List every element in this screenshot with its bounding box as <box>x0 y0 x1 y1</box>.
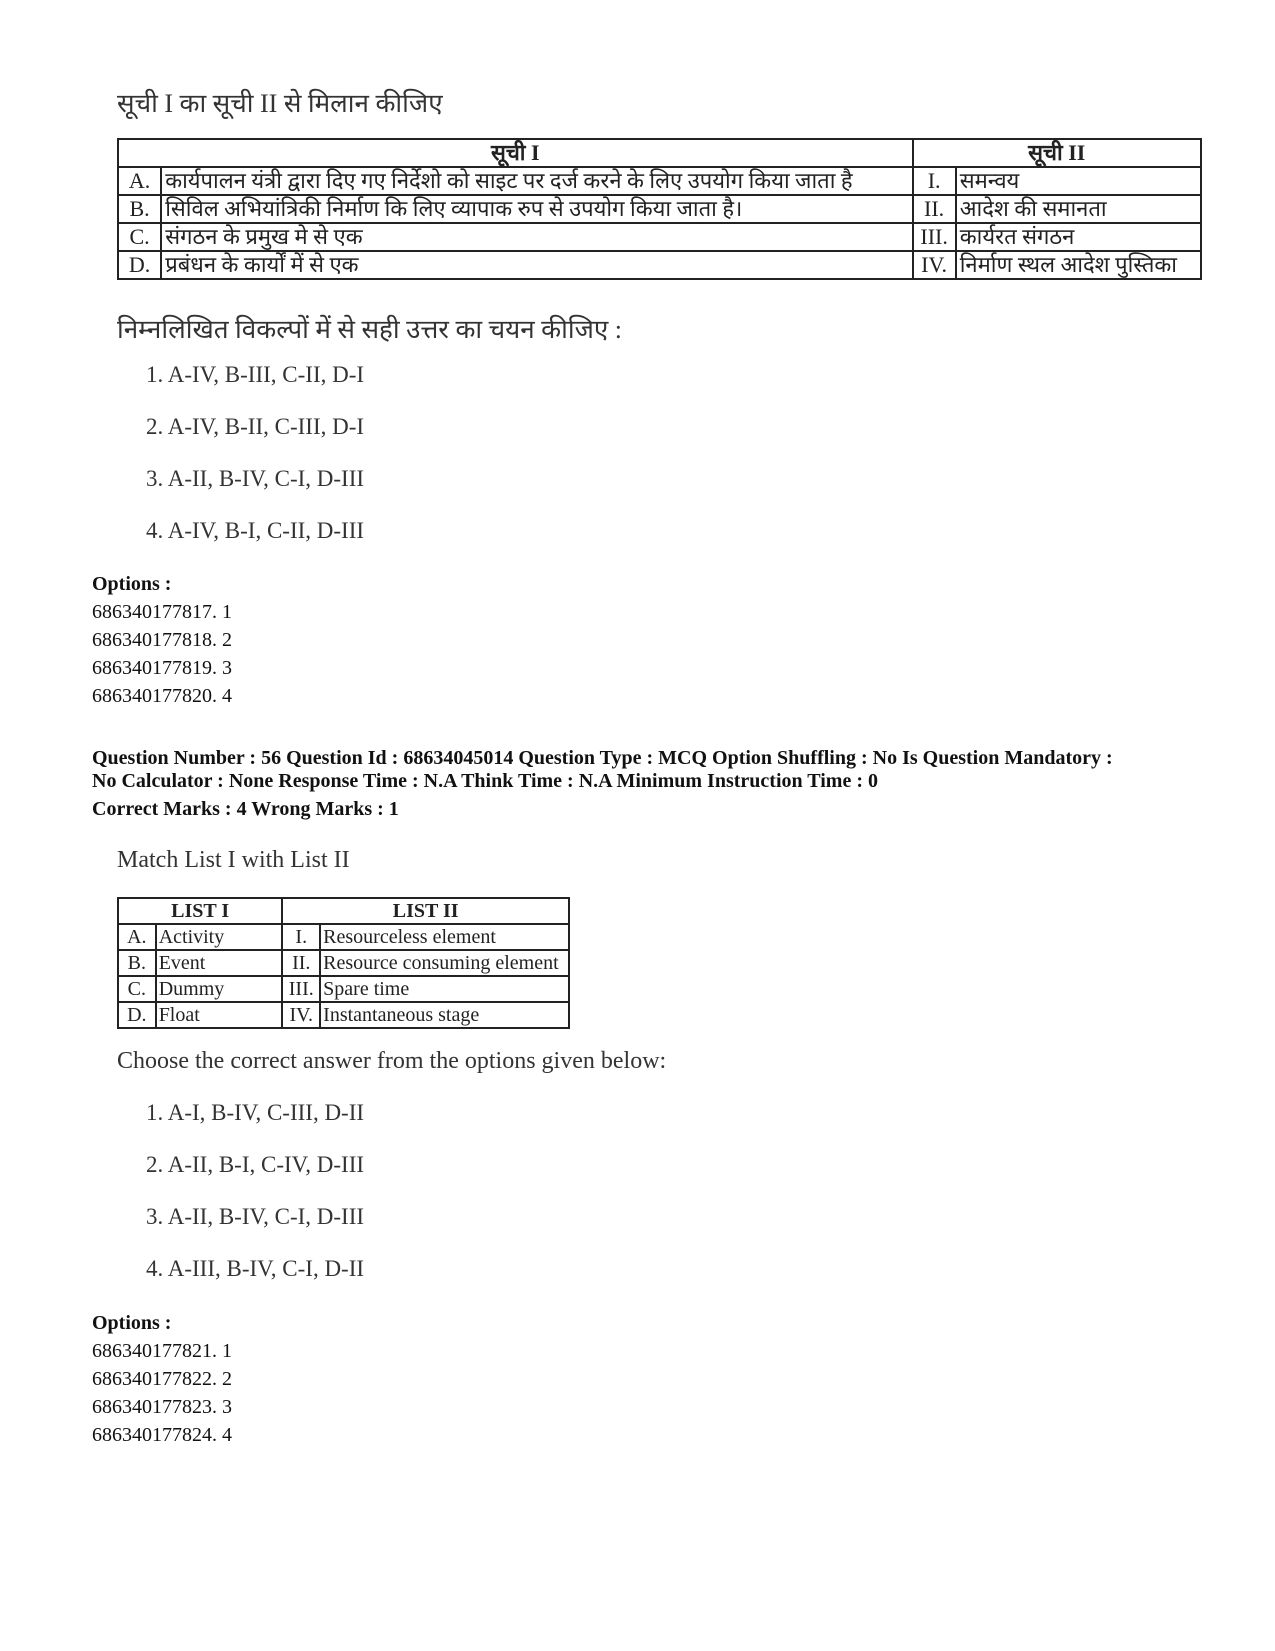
list1-item: सिविल अभियांत्रिकी निर्माण कि लिए व्यापाक रुप से उपयोग किया जाता है। <box>161 195 912 223</box>
row-label: II. <box>913 195 956 223</box>
row-label: A. <box>118 924 156 950</box>
row-label: B. <box>118 950 156 976</box>
list2-item: Spare time <box>320 976 569 1002</box>
list1-item: Dummy <box>156 976 283 1002</box>
q55-instruction: निम्नलिखित विकल्पों में से सही उत्तर का चयन कीजिए : <box>117 315 622 344</box>
list1-item: Float <box>156 1002 283 1028</box>
q55-choice-4: 4. A-IV, B-I, C-II, D-III <box>146 518 365 543</box>
list2-item: Resourceless element <box>320 924 569 950</box>
row-label: D. <box>118 251 161 279</box>
q55-title: सूची I का सूची II से मिलान कीजिए <box>117 89 443 118</box>
row-label: IV. <box>913 251 956 279</box>
row-label: I. <box>282 924 320 950</box>
q56-option-2: 686340177822. 2 <box>92 1368 232 1390</box>
q56-marks: Correct Marks : 4 Wrong Marks : 1 <box>92 798 399 820</box>
q56-options-label: Options : <box>92 1312 172 1334</box>
q56-option-3: 686340177823. 3 <box>92 1396 232 1418</box>
q56-header-list2: LIST II <box>282 898 569 924</box>
list1-item: प्रबंधन के कार्यों में से एक <box>161 251 912 279</box>
list2-item: Instantaneous stage <box>320 1002 569 1028</box>
list1-item: Activity <box>156 924 283 950</box>
q55-choice-1: 1. A-IV, B-III, C-II, D-I <box>146 362 365 387</box>
q56-header-list1: LIST I <box>118 898 282 924</box>
row-label: C. <box>118 976 156 1002</box>
table-row <box>118 195 1201 223</box>
table-row <box>118 223 1201 251</box>
list1-item: संगठन के प्रमुख मे से एक <box>161 223 912 251</box>
q56-option-1: 686340177821. 1 <box>92 1340 232 1362</box>
list2-item: आदेश की समानता <box>956 195 1201 223</box>
q55-header-list2: सूची II <box>913 139 1201 167</box>
table-row <box>118 167 1201 195</box>
row-label: IV. <box>282 1002 320 1028</box>
q55-options-label: Options : <box>92 573 172 595</box>
list2-item: समन्वय <box>956 167 1201 195</box>
list1-item: कार्यपालन यंत्री द्वारा दिए गए निर्देशो को साइट पर दर्ज करने के लिए उपयोग किया जाता है <box>161 167 912 195</box>
q56-meta-line2: No Calculator : None Response Time : N.A Think Time : N.A Minimum Instruction Time : 0 <box>92 770 878 792</box>
q56-match-table <box>117 897 570 1029</box>
table-row <box>118 1002 569 1028</box>
row-label: D. <box>118 1002 156 1028</box>
q56-choice-2: 2. A-II, B-I, C-IV, D-III <box>146 1152 365 1177</box>
q56-table-header <box>118 898 569 924</box>
table-row <box>118 251 1201 279</box>
q55-match-table <box>117 138 1202 280</box>
q55-option-3: 686340177819. 3 <box>92 657 232 679</box>
table-row <box>118 924 569 950</box>
list2-item: कार्यरत संगठन <box>956 223 1201 251</box>
q56-instruction: Choose the correct answer from the options given below: <box>117 1048 667 1074</box>
q55-header-list1: सूची I <box>118 139 913 167</box>
table-row <box>118 976 569 1002</box>
row-label: III. <box>282 976 320 1002</box>
q56-title: Match List I with List II <box>117 847 350 873</box>
table-row <box>118 950 569 976</box>
list2-item: Resource consuming element <box>320 950 569 976</box>
q55-option-2: 686340177818. 2 <box>92 629 232 651</box>
q55-option-1: 686340177817. 1 <box>92 601 232 623</box>
row-label: II. <box>282 950 320 976</box>
q55-table-header <box>118 139 1201 167</box>
q55-choice-2: 2. A-IV, B-II, C-III, D-I <box>146 414 365 439</box>
row-label: B. <box>118 195 161 223</box>
list1-item: Event <box>156 950 283 976</box>
q56-option-4: 686340177824. 4 <box>92 1424 232 1446</box>
q55-option-4: 686340177820. 4 <box>92 685 232 707</box>
q56-meta-line1: Question Number : 56 Question Id : 68634045014 Question Type : MCQ Option Shuffling : No Is Question Mandatory : <box>92 747 1113 769</box>
row-label: III. <box>913 223 956 251</box>
row-label: I. <box>913 167 956 195</box>
q56-choice-1: 1. A-I, B-IV, C-III, D-II <box>146 1100 365 1125</box>
row-label: A. <box>118 167 161 195</box>
row-label: C. <box>118 223 161 251</box>
q56-choice-3: 3. A-II, B-IV, C-I, D-III <box>146 1204 365 1229</box>
list2-item: निर्माण स्थल आदेश पुस्तिका <box>956 251 1201 279</box>
q56-choice-4: 4. A-III, B-IV, C-I, D-II <box>146 1256 365 1281</box>
q55-choice-3: 3. A-II, B-IV, C-I, D-III <box>146 466 365 491</box>
